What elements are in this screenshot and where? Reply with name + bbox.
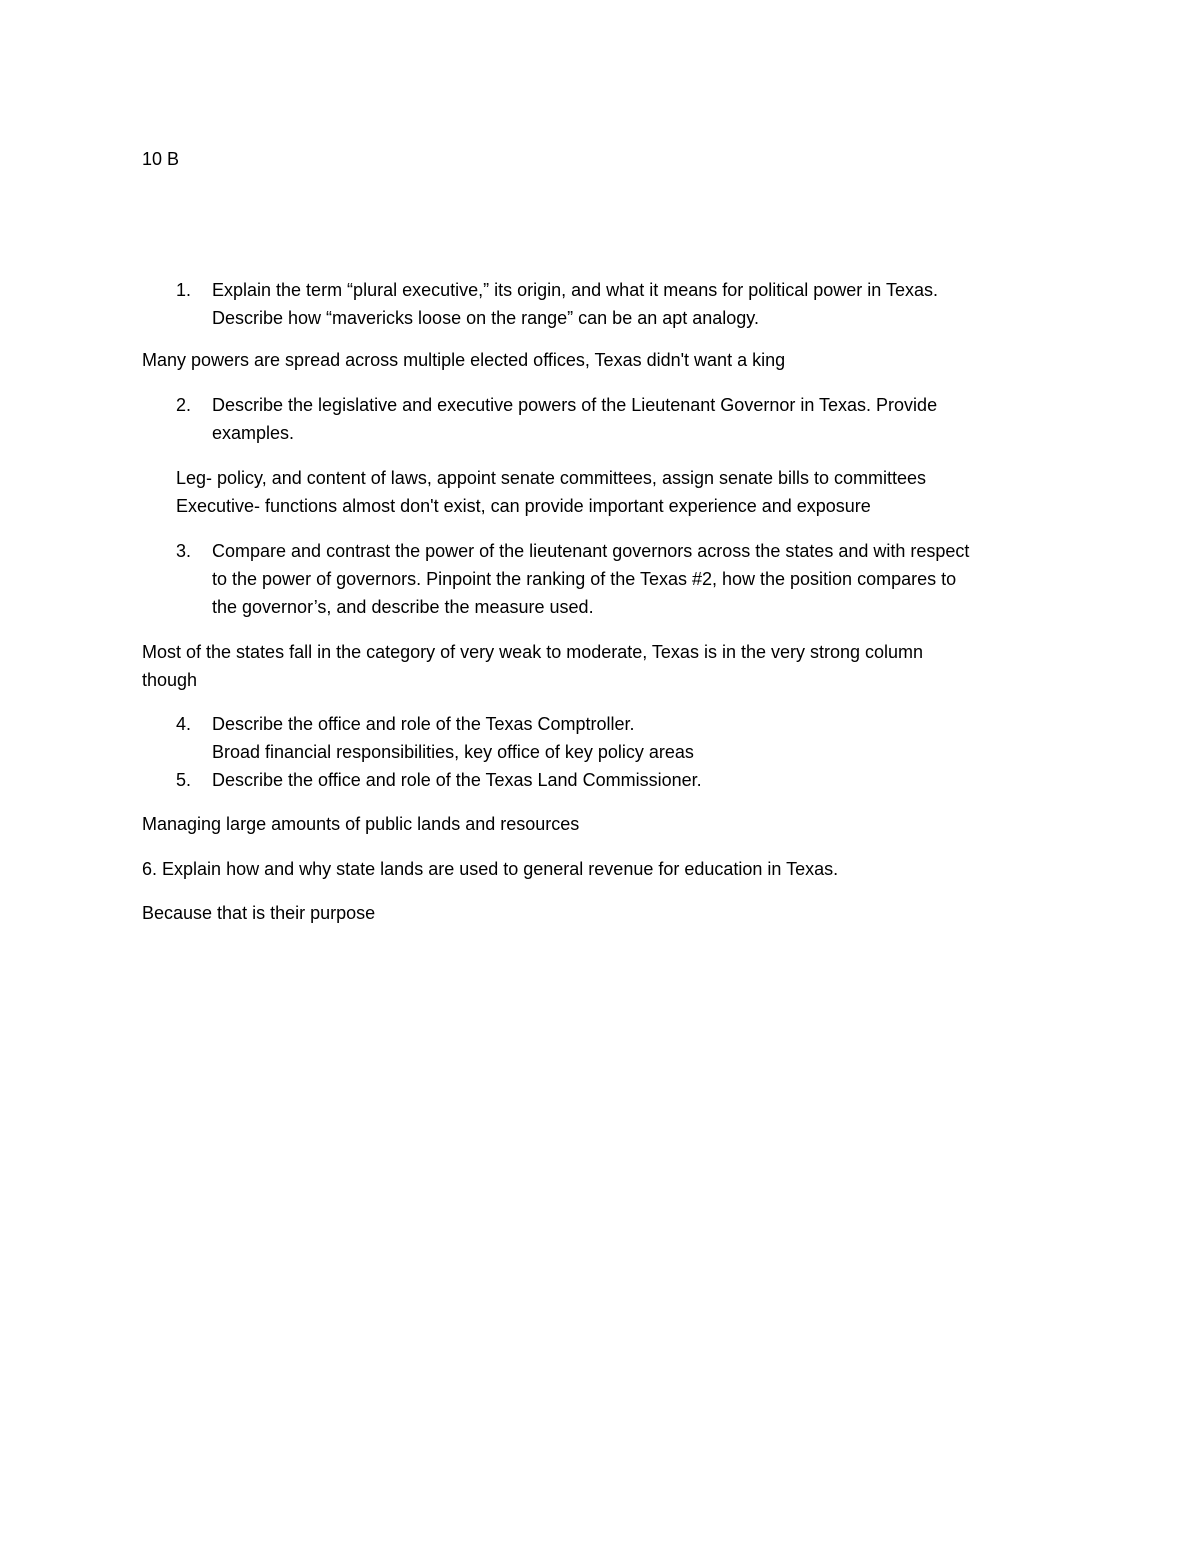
question-4-line-1: Describe the office and role of the Texas Comptroller. bbox=[212, 714, 635, 734]
question-5-line-1: Describe the office and role of the Texas Land Commissioner. bbox=[212, 770, 702, 790]
question-5-number: 5. bbox=[176, 770, 192, 790]
question-2-number: 2. bbox=[176, 395, 192, 415]
answer-4-line-1: Broad financial responsibilities, key office of key policy areas bbox=[212, 742, 694, 762]
question-6-number: 6. bbox=[142, 859, 158, 879]
question-1-line-1: Explain the term “plural executive,” its origin, and what it means for political power in Texas. bbox=[212, 280, 939, 300]
question-6-line-1 bbox=[142, 855, 838, 883]
answer-2-line-2: Executive- functions almost don't exist, can provide important experience and exposure bbox=[176, 496, 871, 516]
answer-3-line-2: though bbox=[142, 670, 198, 690]
answer-3-line-1: Most of the states fall in the category of very weak to moderate, Texas is in the very strong column bbox=[142, 642, 924, 662]
answer-6-line-1: Because that is their purpose bbox=[142, 903, 376, 923]
question-3-line-2: to the power of governors. Pinpoint the ranking of the Texas #2, how the position compares to bbox=[212, 569, 957, 589]
question-3-line-1: Compare and contrast the power of the lieutenant governors across the states and with respect bbox=[212, 541, 970, 561]
answer-2-line-1: Leg- policy, and content of laws, appoint senate committees, assign senate bills to committees bbox=[176, 468, 927, 488]
document-header-label: 10 B bbox=[142, 149, 180, 169]
question-2-line-1: Describe the legislative and executive powers of the Lieutenant Governor in Texas. Provide bbox=[212, 395, 938, 415]
answer-5-line-1: Managing large amounts of public lands and resources bbox=[142, 814, 580, 834]
question-3-line-3: the governor’s, and describe the measure used. bbox=[212, 597, 594, 617]
question-4-number: 4. bbox=[176, 714, 192, 734]
question-3-number: 3. bbox=[176, 541, 192, 561]
question-2-line-2: examples. bbox=[212, 423, 295, 443]
question-6-text: Explain how and why state lands are used to general revenue for education in Texas. bbox=[162, 859, 839, 879]
question-1-line-2: Describe how “mavericks loose on the range” can be an apt analogy. bbox=[212, 308, 759, 328]
question-1-number: 1. bbox=[176, 280, 192, 300]
answer-1-line-1: Many powers are spread across multiple elected offices, Texas didn't want a king bbox=[142, 350, 786, 370]
